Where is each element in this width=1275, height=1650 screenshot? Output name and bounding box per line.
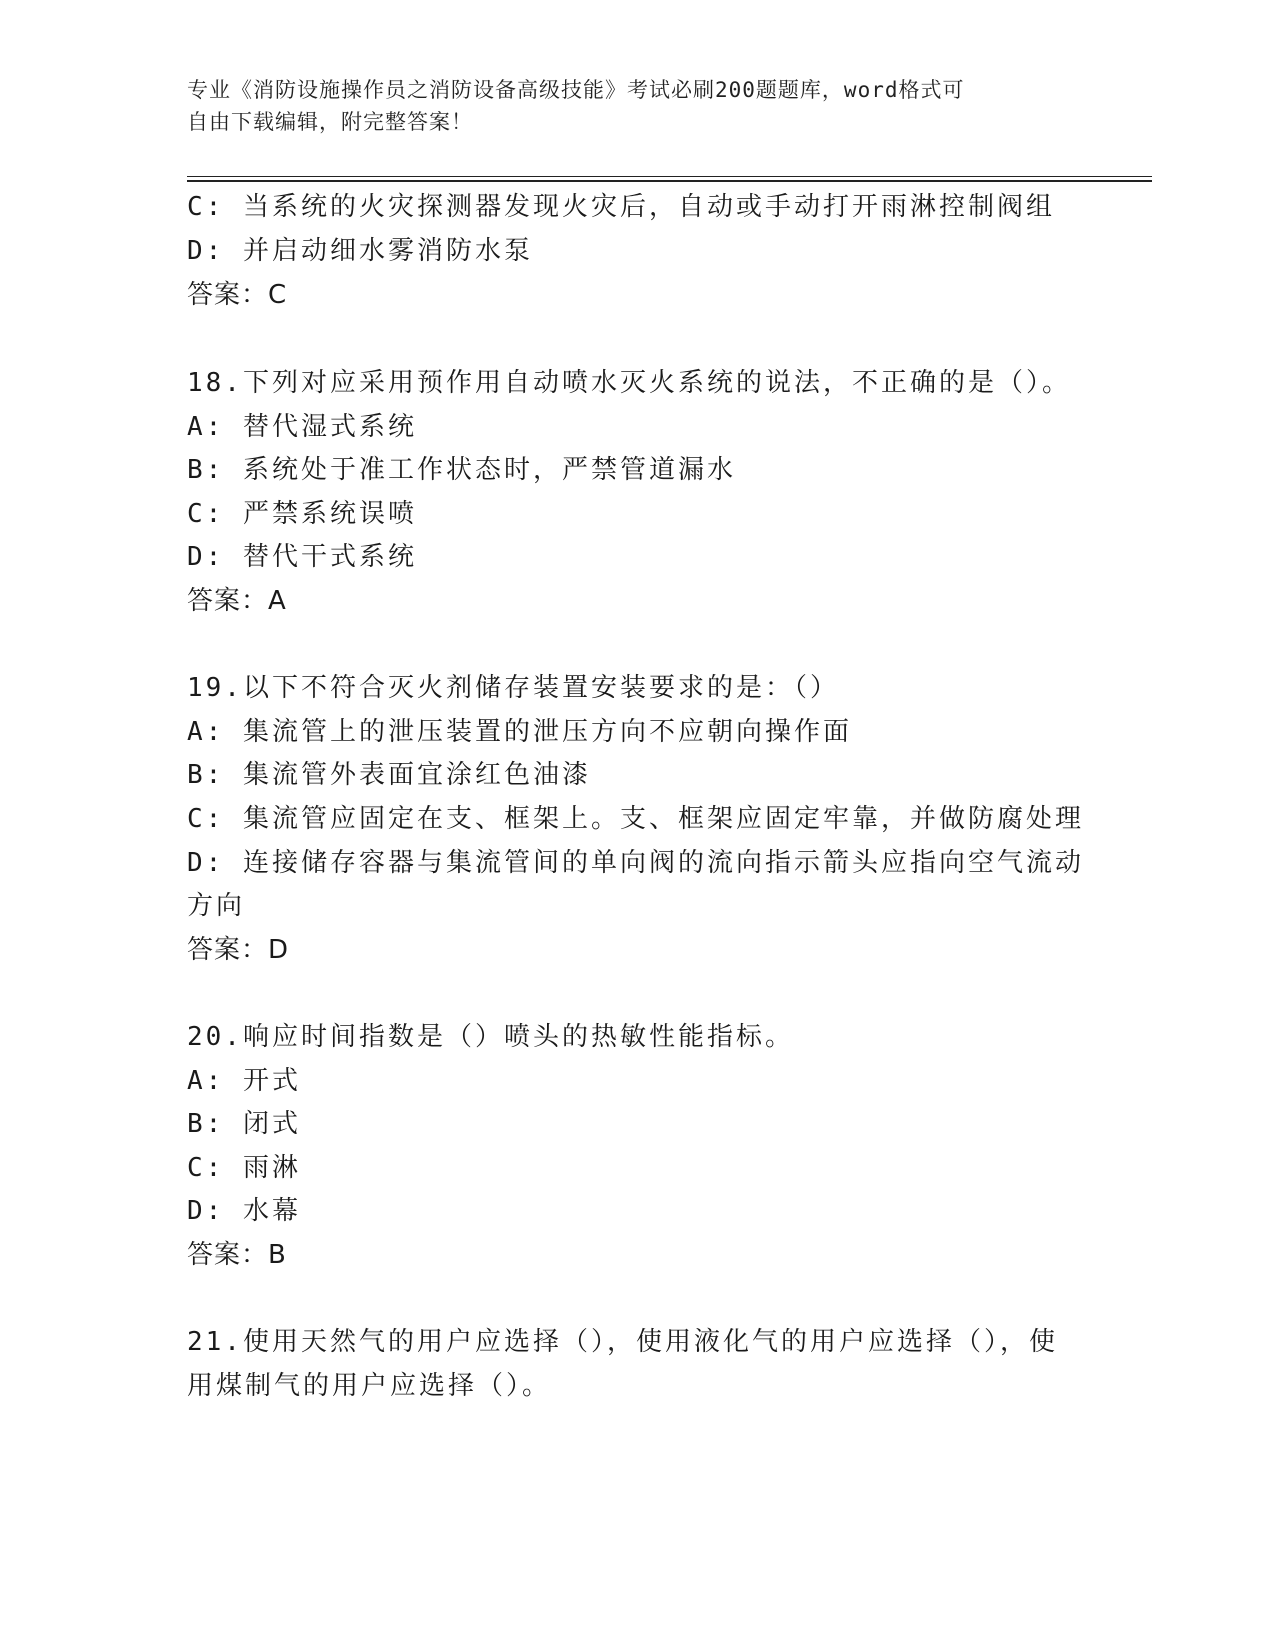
q20-answer: 答案：B bbox=[187, 1240, 287, 1270]
q19-answer: 答案：D bbox=[187, 935, 290, 965]
q17-answer: 答案：C bbox=[187, 280, 288, 310]
q19-option-c: C: 集流管应固定在支、框架上。支、框架应固定牢靠，并做防腐处理 bbox=[187, 804, 1084, 834]
q18-stem: 18.下列对应采用预作用自动喷水灭火系统的说法，不正确的是（）。 bbox=[187, 368, 1071, 398]
q17-option-c: C: 当系统的火灾探测器发现火灾后，自动或手动打开雨淋控制阀组 bbox=[187, 192, 1055, 222]
header-divider-thin bbox=[187, 176, 1152, 177]
q20-option-c: C: 雨淋 bbox=[187, 1153, 301, 1183]
q21-stem-line-1: 21.使用天然气的用户应选择（），使用液化气的用户应选择（），使 bbox=[187, 1327, 1058, 1357]
q19-option-b: B: 集流管外表面宜涂红色油漆 bbox=[187, 760, 591, 790]
q18-option-a: A: 替代湿式系统 bbox=[187, 412, 417, 442]
q18-option-c: C: 严禁系统误喷 bbox=[187, 499, 417, 529]
q20-stem: 20.响应时间指数是（）喷头的热敏性能指标。 bbox=[187, 1022, 794, 1052]
q20-option-b: B: 闭式 bbox=[187, 1109, 301, 1139]
document-header bbox=[187, 74, 1067, 138]
q21-stem-line-2: 用煤制气的用户应选择（）。 bbox=[187, 1371, 552, 1401]
header-line-2: 自由下载编辑，附完整答案！ bbox=[187, 110, 473, 134]
header-line-1: 专业《消防设施操作员之消防设备高级技能》考试必刷200题题库，word格式可 bbox=[187, 78, 965, 102]
q20-option-a: A: 开式 bbox=[187, 1066, 301, 1096]
q17-option-d: D: 并启动细水雾消防水泵 bbox=[187, 236, 533, 266]
q19-option-d-line-1: D: 连接储存容器与集流管间的单向阀的流向指示箭头应指向空气流动 bbox=[187, 848, 1084, 878]
q18-answer: 答案：A bbox=[187, 586, 287, 616]
q19-option-a: A: 集流管上的泄压装置的泄压方向不应朝向操作面 bbox=[187, 717, 852, 747]
header-divider-thick bbox=[187, 180, 1152, 182]
q19-stem: 19.以下不符合灭火剂储存装置安装要求的是：（） bbox=[187, 673, 839, 703]
q18-option-d: D: 替代干式系统 bbox=[187, 542, 417, 572]
q18-option-b: B: 系统处于准工作状态时，严禁管道漏水 bbox=[187, 455, 736, 485]
q20-option-d: D: 水幕 bbox=[187, 1196, 301, 1226]
q19-option-d-line-2: 方向 bbox=[187, 891, 246, 921]
